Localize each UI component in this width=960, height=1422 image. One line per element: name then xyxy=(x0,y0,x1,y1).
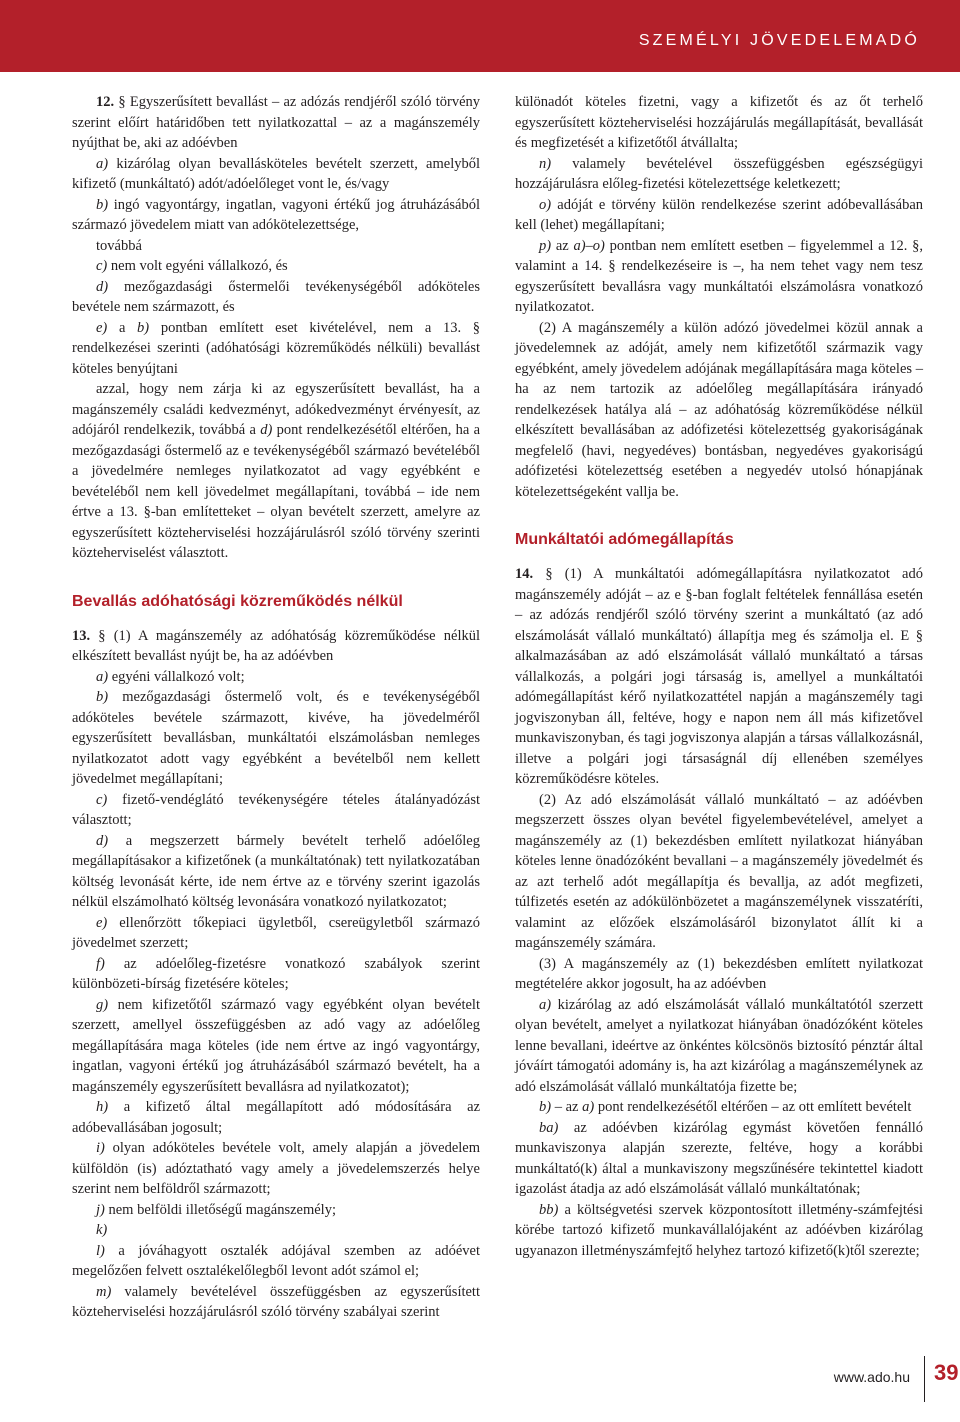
section-13-point-a: a) egyéni vállalkozó volt; xyxy=(96,668,245,685)
section-14-point-bb: bb) a költségvetési szervek központosított illetmény-számfejtési körébe tartozó kifizető munkavállalójaként az adóévben kizárólag ugyanazon illetményszámfejtő helyhez tartozó kifizető(k)től szerezte; xyxy=(515,1201,923,1259)
section-14-point-a: a) kizárólag az adó elszámolását vállaló munkáltatótól szerzett olyan bevételt, amelyet a nyilatkozat hiányában önadózóként köteles lenne bevallani, ideértve az önkéntes kölcsönös biztosító pénztár által jóváírt támogatói adomány is, ha azt kizárólag a magánszemélynek az adó elszámolását vállaló munkáltatója fizette be; xyxy=(515,996,923,1095)
section-12-point-c: c) nem volt egyéni vállalkozó, és xyxy=(96,258,288,274)
section-14-paragraph-3: (3) A magánszemély az (1) bekezdésben említett nyilatkozat megtételére akkor jogosult, ha az adóévben xyxy=(515,955,923,992)
section-13-point-p: p) az a)–o) pontban nem említett esetben – figyelemmel a 12. §, valamint a 14. § rendelkezéseire is –, ha nem tehet vagy nem tesz egyszerűsített bevallásra vagy munkáltatói elszámolásra vonatkozó nyilatkozatot. xyxy=(515,237,924,315)
section-13-point-o: o) adóját e törvény külön rendelkezése szerint adóbevallásában kell (lehet) megállapítani; xyxy=(515,196,924,233)
footer-divider xyxy=(924,1356,925,1402)
header-bar xyxy=(0,0,960,72)
section-13-point-b: b) mezőgazdasági őstermelő volt, és e tevékenységéből adóköteles bevétele származott, kivéve, ha jövedelméről egyszerűsített bevallásban, munkáltatói elszámolásban nemleges nyilatkozatot adott vagy egyébként a bevételből nem kellett jövedelmet megállapítani; xyxy=(72,689,480,787)
section-12-point-a: a) kizárólag olyan bevallásköteles bevételt szerzett, amelyből kifizető (munkáltató) adót/adóelőleget vont le, és/vagy xyxy=(72,155,481,192)
section-13-point-l: l) a jóváhagyott osztalék adójával szemben az adóévet megelőzően felvett osztalékelőlegből levont adót számol el; xyxy=(72,1242,480,1279)
section-14-point-b: b) – az a) pont rendelkezésétől eltérően – az ott említett bevételt xyxy=(539,1099,912,1115)
section-13-point-j: j) nem belföldi illetőségű magánszemély; xyxy=(96,1201,336,1218)
section-13-point-g: g) nem kifizetőtől származó vagy egyébként olyan bevételt szerzett, amellyel összefüggésben az adó vagy az adóelőleg megállapítására maga köteles (ide nem értve az ingó vagyontárgy, ingatlan, vagyoni értékű jog átruházásából származó bevételt, ha a magánszemély egyszerűsített bevallásra ad nyilatkozatot); xyxy=(72,996,480,1095)
section-heading-13: Bevallás adóhatósági közreműködés nélkül xyxy=(72,592,403,610)
section-13-intro: 13. § (1) A magánszemély az adóhatóság közreműködése nélkül elkészített bevallást nyújt be, ha az adóévben xyxy=(72,627,480,664)
page-number: 39 xyxy=(934,1360,959,1385)
section-12-closing: azzal, hogy nem zárja ki az egyszerűsített bevallást, ha a magánszemély családi kedvezményt, adókedvezményt érvényesít, az adójáról rendelkezik, továbbá a d) pont rendelkezésétől eltérően, ha a mezőgazdasági őstermelő az e tevékenységéből származó bevételéből a jövedelmére nemleges nyilatkozatot ad vagy egyébként e bevételéből nem kell jövedelmet megállapítani, továbbá – ide nem értve a 13. §-ban említetteket – olyan bevételt szerzett, amelyre az egyszerűsített közteherviselési hozzájárulásról szóló törvény szerinti közteherviselést választott. xyxy=(72,381,481,561)
section-13-point-k: k) xyxy=(96,1222,108,1238)
section-14-point-ba: ba) az adóévben kizárólag egymást követően fennálló munkaviszonya alapján szerezte, feltéve, hogy a korábbi munkáltató(k) által a munkaviszony megszűnésére tekintettel kiadott igazolást átadja az adó elszámolását vállaló munkáltatónak; xyxy=(515,1119,924,1197)
section-13-point-m-continued: különadót köteles fizetni, vagy a kifizetőt és az őt terhelő egyszerűsített közteherviselési hozzájárulás megállapítását, bevallását és megfizetését a kifizetőtől átvállalta; xyxy=(515,94,923,151)
section-14-paragraph-2: (2) Az adó elszámolását vállaló munkáltató – az adóévben megszerzett összes olyan bevétel figyelembevételével, amelyet a magánszemély az (1) bekezdésben említett nyilatkozat hiányában köteles lenne önadózóként bevallani – a magánszemély jövedelmét és az azt terhelő adót megállapítja és bevallja, az adót megfizeti, túlfizetés esetén az adókülönbözetet a magánszemélynek visszatéríti, valamint az előzőek elszámolásáról bizonylatot állít ki a magánszemély számára. xyxy=(515,791,923,951)
section-12-point-e: e) a b) pontban említett eset kivételével, nem a 13. § rendelkezései szerinti (adóhatósági közreműködés nélküli) bevallást köteles benyújtani xyxy=(72,319,481,377)
section-13-point-m: m) valamely bevételével összefüggésben az egyszerűsített közteherviselési hozzájárulásról szóló törvény szabályai szerint xyxy=(72,1283,480,1320)
footer-website-link[interactable]: www.ado.hu xyxy=(833,1369,910,1385)
section-13-point-i: i) olyan adóköteles bevétele volt, amely alapján a jövedelem külföldön (is) adóztatható vagy amely a jövedelemszerzés helye szerint nem belföldről származott; xyxy=(72,1140,481,1197)
left-column xyxy=(72,92,480,1323)
section-13-point-f: f) az adóelőleg-fizetésre vonatkozó szabályok szerint különbözeti-bírság fizetésére köteles; xyxy=(72,955,481,992)
section-13-point-e: e) ellenőrzött tőkepiaci ügyletből, csereügyletből származó jövedelmet szerzett; xyxy=(72,914,480,951)
section-12-intro: 12. § Egyszerűsített bevallást – az adózás rendjéről szóló törvény szerint előírt határidőben tett nyilatkozattal – az a magánszemély nyújthat be, aki az adóévben xyxy=(72,94,480,151)
section-number: 12. xyxy=(96,94,115,110)
section-13-point-h: h) a kifizető által megállapított adó módosítására az adóbevallásában jogosult; xyxy=(72,1099,480,1136)
section-14-intro: 14. § (1) A munkáltatói adómegállapításra nyilatkozatot adó magánszemély adóját – az e §-ban foglalt feltételek fennállása esetén – az adózás rendjéről szóló törvény szerint a munkáltató (az adó elszámolását vállaló munkáltató) állapítja meg és számolja el. E § alkalmazásában az adó elszámolását vállaló munkáltató a társas vállalkozás, a polgári jogi társaság is, amellyel a munkáltatói adómegállapítást kérő nyilatkozattétel napján a magánszemély tagi jogviszonyban áll, feltéve, hogy e napon nem áll más kifizetővel munkaviszonyban, és tagi jogviszonya alapján a társas vállalkozásnál, illetve a polgári jogi társaságnál díj ellenében személyes közreműködésre köteles. xyxy=(515,566,923,787)
running-header-title: SZEMÉLYI JÖVEDELEMADÓ xyxy=(638,32,920,49)
section-heading-14: Munkáltatói adómegállapítás xyxy=(515,531,734,548)
section-12-point-d: d) mezőgazdasági őstermelői tevékenységéből adóköteles bevétele nem származott, és xyxy=(72,278,480,315)
section-13-paragraph-2: (2) A magánszemély a külön adózó jövedelmei közül annak a jövedelemnek az adóját, amely nem kifizetőtől származik vagy egyébként, amely jövedelem adójának megállapítására maga köteles – ha az nem tartozik az adóelőleg megállapítására irányadó rendelkezések hatálya alá – az adóhatóság közreműködése nélkül elkészített bevallásában az adófizetési kötelezettség gyakoriságának megfelelő (havi, negyedéves) bontásban, negyedéves gyakoriságú adófizetési kötelezettség esetében a negyedév utolsó hónapjának kötelezettségeként vallja be. xyxy=(515,319,923,500)
right-column xyxy=(515,92,923,1261)
section-12-tovabba: továbbá xyxy=(96,237,142,254)
section-12-point-b: b) ingó vagyontárgy, ingatlan, vagyoni értékű jog átruházásából származó jövedelem miatt van adókötelezettsége, xyxy=(72,196,480,233)
section-13-point-n: n) valamely bevételével összefüggésben egészségügyi hozzájárulásra előleg-fizetési kötelezettsége keletkezett; xyxy=(515,155,923,192)
section-13-point-c: c) fizető-vendéglátó tevékenységére tételes átalányadózást választott; xyxy=(72,791,480,828)
section-13-point-d: d) a megszerzett bármely bevételt terhelő adóelőleg megállapításakor a kifizetőnek (a munkáltatónak) tett nyilatkozatában költség levonását kérte, ide nem értve az e törvény szerint igazolás nélkül elszámolható költség levonására vonatkozó nyilatkozatot; xyxy=(72,832,480,910)
